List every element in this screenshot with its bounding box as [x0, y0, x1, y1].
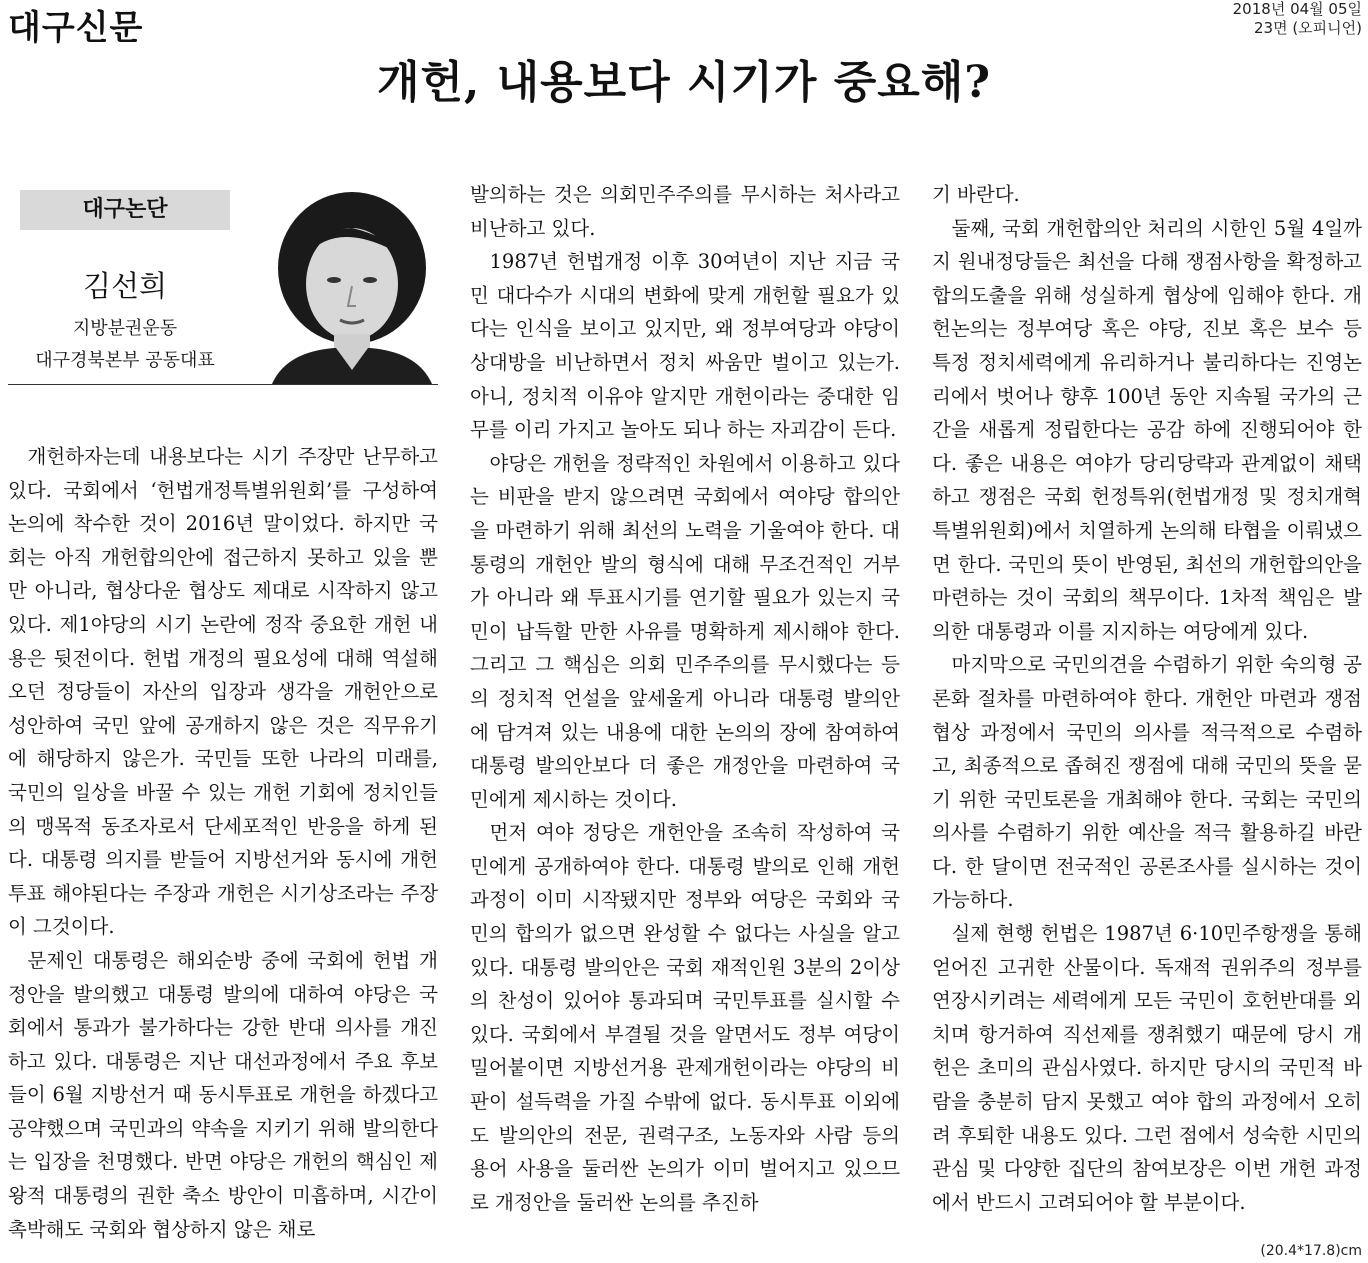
page-section: 23면 (오피니언)	[1253, 19, 1362, 37]
paragraph: 마지막으로 국민의견을 수렴하기 위한 숙의형 공론화 절차를 마련하여야 한다. 개헌안 마련과 쟁점 협상 과정에서 국민의 의사를 적극적으로 수렴하고, 최종적으로 좁혀진 쟁점에 대해 국민의 뜻을 묻기 위한 국민토론을 개최해야 한다. 국회는 국민의 의사를 수렴하기 위한 예산을 적극 활용하길 바란다. 한 달이면 전국적인 공론조사를 실시하는 것이 가능하다.	[932, 653, 1362, 912]
article-column-1	[8, 440, 438, 1246]
paragraph: 기 바란다.	[932, 183, 1020, 206]
article-column-2	[470, 178, 900, 1219]
paragraph: 발의하는 것은 의회민주주의를 무시하는 처사라고 비난하고 있다.	[470, 183, 900, 240]
article-headline: 개헌, 내용보다 시기가 중요해?	[376, 57, 992, 108]
byline-box	[8, 178, 438, 385]
paragraph: 개헌하자는데 내용보다는 시기 주장만 난무하고 있다. 국회에서 ‘헌법개정특별위원회’를 구성하여 논의에 착수한 것이 2016년 말이었다. 하지만 국회는 아직 개헌합의안에 접근하지 못하고 있을 뿐만 아니라, 협상다운 협상도 제대로 시작하지 않고 있다. 제1야당의 시기 논란에 정작 중요한 개헌 내용은 뒷전이다. 헌법 개정의 필요성에 대해 역설해오던 정당들이 자산의 입장과 생각을 개헌안으로 성안하여 국민 앞에 공개하지 않은 것은 직무유기에 해당하지 않은가. 국민들 또한 나라의 미래를, 국민의 일상을 바꿀 수 있는 개헌 기회에 정치인들의 맹목적 동조자로서 단세포적인 반응을 하게 된다. 대통령 의지를 받들어 지방선거와 동시에 개헌투표 해야된다는 주장과 개헌은 시기상조라는 주장이 그것이다.	[8, 445, 438, 939]
author-title-line1: 지방분권운동	[72, 318, 178, 339]
author-title-line2: 대구경북본부 공동대표	[35, 350, 215, 371]
paragraph: 문제인 대통령은 해외순방 중에 국회에 헌법 개정안을 발의했고 대통령 발의에 대하여 야당은 국회에서 통과가 불가하다는 강한 반대 의사를 개진하고 있다. 대통령은 지난 대선과정에서 주요 후보들이 6월 지방선거 때 동시투표로 개헌을 하겠다고 공약했으며 국민과의 약속을 지키기 위해 발의한다는 입장을 천명했다. 반면 야당은 개헌의 핵심인 제왕적 대통령의 권한 축소 방안이 미흡하며, 시간이 촉박해도 국회와 협상하지 않은 채로	[8, 948, 438, 1241]
publication-date: 2018년 04월 05일	[1232, 0, 1362, 18]
paragraph: 둘째, 국회 개헌합의안 처리의 시한인 5월 4일까지 원내정당들은 최선을 다해 쟁점사항을 확정하고 합의도출을 위해 성실하게 협상에 임해야 한다. 개헌논의는 정부여당 혹은 야당, 진보 혹은 보수 등 특정 정치세력에게 유리하거나 불리하다는 진영논리에서 벗어나 향후 100년 동안 지속될 국가의 근간을 새롭게 정립한다는 공감 하에 진행되어야 한다. 좋은 내용은 여야가 당리당략과 관계없이 채택하고 쟁점은 국회 헌정특위(헌법개정 및 정치개혁특별위원회)에서 치열하게 논의해 타협을 이뤄냈으면 한다. 국민의 뜻이 반영된, 최선의 개헌합의안을 마련하는 것이 국회의 책무이다. 1차적 책임은 발의한 대통령과 이를 지지하는 여당에게 있다.	[932, 216, 1362, 643]
article-size-note: (20.4*17.8)cm	[1260, 1243, 1362, 1259]
author-portrait-icon	[266, 188, 438, 384]
paragraph: 실제 현행 헌법은 1987년 6·10민주항쟁을 통해 얻어진 고귀한 산물이다. 독재적 권위주의 정부를 연장시키려는 세력에게 모든 국민이 호헌반대를 외치며 항거하여 직선제를 쟁취했기 때문에 당시 개헌은 초미의 관심사였다. 하지만 당시의 국민적 바람을 충분히 담지 못했고 여야 합의 과정에서 오히려 후퇴한 내용도 있다. 그런 점에서 성숙한 시민의 관심 및 다양한 집단의 참여보장은 이번 개헌 과정에서 반드시 고려되어야 할 부분이다.	[932, 922, 1362, 1214]
article-column-3	[932, 178, 1362, 1219]
newspaper-masthead: 대구신문	[8, 8, 144, 48]
paragraph: 야당은 개헌을 정략적인 차원에서 이용하고 있다는 비판을 받지 않으려면 국회에서 여야당 합의안을 마련하기 위해 최선의 노력을 기울여야 한다. 대통령의 개헌안 발의 형식에 대해 무조건적인 거부가 아니라 왜 투표시기를 연기할 필요가 있는지 국민이 납득할 만한 사유를 명확하게 제시해야 한다. 그리고 그 핵심은 의회 민주주의를 무시했다는 등의 정치적 언설을 앞세울게 아니라 대통령 발의안에 담겨져 있는 내용에 대한 논의의 장에 참여하여 대통령 발의안보다 더 좋은 개정안을 마련하여 국민에게 제시하는 것이다.	[470, 451, 900, 811]
author-name: 김선희	[82, 269, 168, 303]
paragraph: 1987년 헌법개정 이후 30여년이 지난 지금 국민 대다수가 시대의 변화에 맞게 개헌할 필요가 있다는 인식을 보이고 있지만, 왜 정부여당과 야당이 상대방을 비난하면서 정치 싸움만 벌이고 있는가. 아니, 정치적 이유야 알지만 개헌이라는 중대한 임무를 이리 가지고 놀아도 되나 하는 자괴감이 든다.	[470, 250, 900, 442]
paragraph: 먼저 여야 정당은 개헌안을 조속히 작성하여 국민에게 공개하여야 한다. 대통령 발의로 인해 개헌과정이 이미 시작됐지만 정부와 여당은 국회와 국민의 합의가 없으면 완성할 수 없다는 사실을 알고 있다. 대통령 발의안은 국회 재적인원 3분의 2이상의 찬성이 있어야 통과되며 국민투표를 실시할 수 있다. 국회에서 부결될 것을 알면서도 정부 여당이 밀어붙이면 지방선거용 관제개헌이라는 야당의 비판이 설득력을 가질 수밖에 없다. 동시투표 이외에도 발의안의 전문, 권력구조, 노동자와 사람 등의 용어 사용을 둘러싼 논의가 이미 벌어지고 있으므로 개정안을 둘러싼 논의를 추진하	[470, 821, 900, 1214]
publication-meta	[1233, 0, 1362, 38]
section-tag: 대구논단	[20, 190, 230, 230]
